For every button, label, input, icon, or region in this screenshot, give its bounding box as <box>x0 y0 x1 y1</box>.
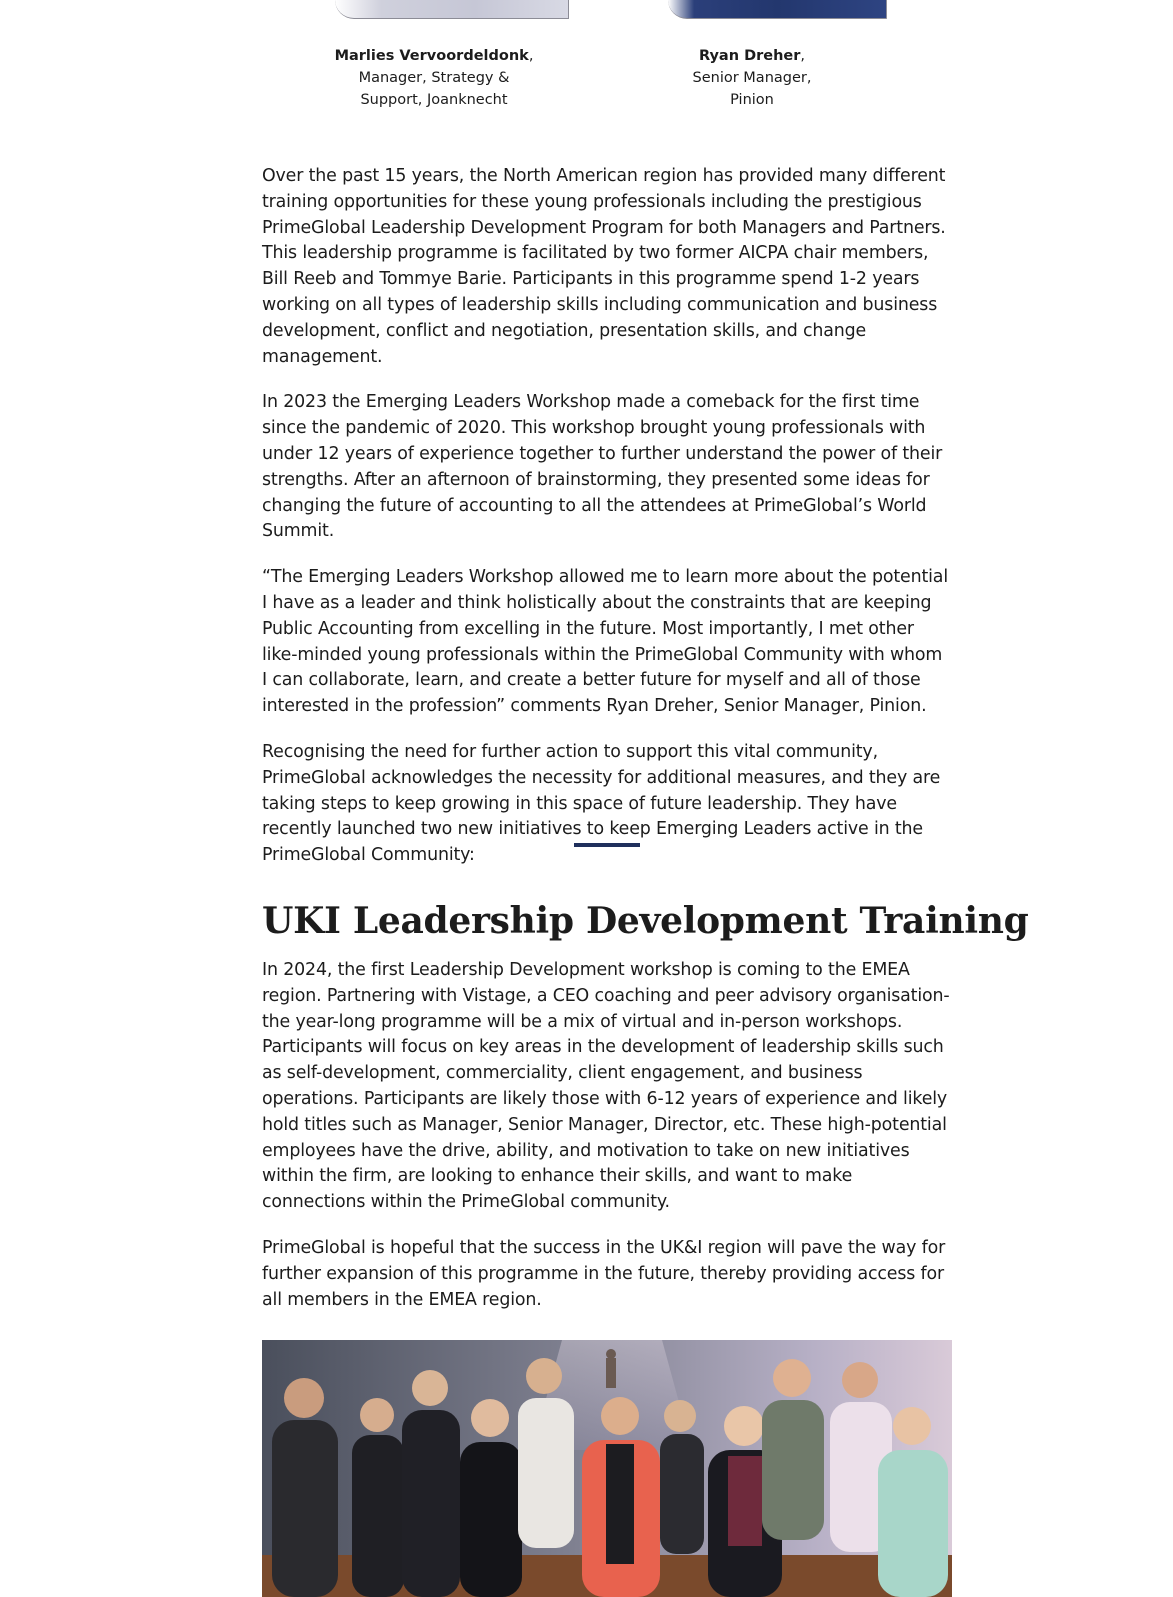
article-paragraph: “The Emerging Leaders Workshop allowed me to learn more about the potential I have as a leader and think holistically about the constraints that are keeping Public Accounting from excelling in the future. Most importantly, I met other like-minded young professionals within the PrimeGlobal Community with whom I can collaborate, learn, and create a better future for myself and all of those interested in the profession” comments Ryan Dreher, Senior Manager, Pinion. <box>262 567 948 717</box>
person-head <box>360 1398 394 1432</box>
person-head <box>842 1362 878 1398</box>
profile-caption-marlies: Marlies Vervoordeldonk, Manager, Strategy & Support, Joanknecht <box>314 45 554 111</box>
person-head <box>664 1400 696 1432</box>
person-body <box>518 1398 574 1548</box>
article-body <box>262 164 952 889</box>
person-body <box>352 1435 404 1597</box>
profile-name: Marlies Vervoordeldonk <box>334 48 529 64</box>
profile-title: Manager, Strategy & <box>358 70 510 86</box>
section-body <box>262 958 952 1333</box>
profile-photo-marlies <box>335 0 569 19</box>
article-paragraph: In 2023 the Emerging Leaders Workshop made a comeback for the first time since the pandemic of 2020. This workshop brought young professionals with under 12 years of experience together to further understand the power of their strengths. After an afternoon of brainstorming, they presented some ideas for changing the future of accounting to all the attendees at PrimeGlobal’s World Summit. <box>262 392 943 542</box>
person-body <box>460 1442 522 1597</box>
person-head <box>773 1359 811 1397</box>
group-photo <box>262 1340 952 1597</box>
section-heading: UKI Leadership Development Training <box>262 900 1029 942</box>
profile-photo-ryan <box>668 0 887 19</box>
person-body <box>878 1450 948 1597</box>
profile-company: Pinion <box>730 92 774 108</box>
person-body <box>402 1410 460 1597</box>
person-head <box>893 1407 931 1445</box>
person-head <box>601 1397 639 1435</box>
person-shirt <box>728 1456 762 1546</box>
section-paragraph: In 2024, the first Leadership Development workshop is coming to the EMEA region. Partnering with Vistage, a CEO coaching and peer advisory organisation- the year-long programme will be a mix of virtual and in-person workshops. Participants will focus on key areas in the development of leadership skills such as self-development, commerciality, client engagement, and business operations. Participants are likely those with 6-12 years of experience and likely hold titles such as Manager, Senior Manager, Director, etc. These high-potential employees have the drive, ability, and motivation to take on new initiatives within the firm, are looking to enhance their skills, and want to make connections within the PrimeGlobal community. <box>262 960 950 1213</box>
person-body <box>272 1420 338 1597</box>
profile-name: Ryan Dreher <box>698 48 801 64</box>
photo-distant-figure-head <box>606 1349 616 1359</box>
profile-title: Senior Manager, <box>692 70 812 86</box>
article-paragraph: Over the past 15 years, the North American region has provided many different training opportunities for these young professionals including the prestigious PrimeGlobal Leadership Development Program for both Managers and Partners. This leadership programme is facilitated by two former AICPA chair members, Bill Reeb and Tommye Barie. Participants in this programme spend 1-2 years working on all types of leadership skills including communication and business development, conflict and negotiation, presentation skills, and change management. <box>262 166 946 367</box>
profile-company: Support, Joanknecht <box>360 92 508 108</box>
person-body <box>762 1400 824 1540</box>
article-paragraph: Recognising the need for further action to support this vital community, PrimeGlobal acknowledges the necessity for additional measures, and they are taking steps to keep growing in this space of future leadership. They have recently launched two new initiatives to keep Emerging Leaders active in the PrimeGlobal Community: <box>262 741 941 866</box>
person-body <box>660 1434 704 1554</box>
section-paragraph: PrimeGlobal is hopeful that the success in the UK&I region will pave the way for further expansion of this programme in the future, thereby providing access for all members in the EMEA region. <box>262 1237 946 1310</box>
person-head <box>724 1406 764 1446</box>
person-head <box>412 1370 448 1406</box>
person-head <box>471 1399 509 1437</box>
group-photo-illustration <box>262 1340 952 1597</box>
section-divider <box>574 843 640 847</box>
person-head <box>526 1358 562 1394</box>
profile-caption-ryan: Ryan Dreher, Senior Manager, Pinion <box>632 45 872 111</box>
person-shirt <box>606 1444 634 1564</box>
person-head <box>284 1378 324 1418</box>
photo-distant-figure <box>606 1358 616 1388</box>
